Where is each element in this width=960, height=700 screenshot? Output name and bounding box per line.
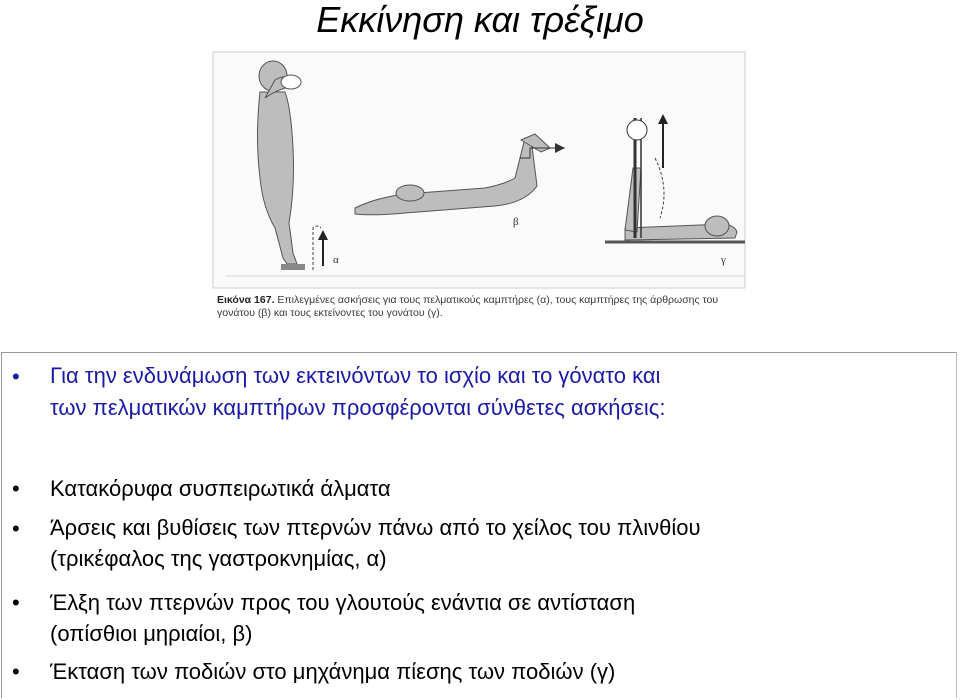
list-item-1-line-1: Κατακόρυφα συσπειρωτικά άλματα — [50, 476, 391, 501]
intro-line-1: Για την ενδυνάμωση των εκτεινόντων το ισχίο και το γόνατο και — [50, 363, 661, 388]
list-item-2-line-2: (τρικέφαλος της γαστροκνημίας, α) — [50, 546, 387, 571]
figure-label-b: β — [513, 216, 519, 228]
intro-line-2: των πελματικών καμπτήρων προσφέρονται σύνθετες ασκήσεις: — [50, 395, 666, 420]
bullet-item-2: • — [12, 516, 20, 541]
list-item-3-line-2: (οπίσθιοι μηριαίοι, β) — [50, 621, 253, 646]
bullet-item-4: • — [12, 659, 20, 684]
figure-label-a: α — [333, 254, 339, 266]
exercise-illustration — [205, 48, 755, 328]
bullet-intro: • — [12, 364, 20, 389]
figure-caption — [217, 294, 751, 320]
bullet-item-3: • — [12, 590, 20, 615]
list-item-4-line-1: Έκταση των ποδιών στο μηχάνημα πίεσης των ποδιών (γ) — [50, 659, 616, 684]
bullet-item-1: • — [12, 476, 20, 501]
figure-label-c: γ — [721, 254, 726, 266]
page-title: Εκκίνηση και τρέξιμο — [316, 0, 644, 40]
list-item-2-line-1: Άρσεις και βυθίσεις των πτερνών πάνω από το χείλος του πλινθίου — [50, 515, 701, 540]
figure-caption-label: Εικόνα 167. — [217, 294, 275, 306]
list-item-3-line-1: Έλξη των πτερνών προς του γλουτούς ενάντια σε αντίσταση — [50, 590, 636, 615]
exercise-figure — [205, 48, 755, 328]
figure-caption-text: Επιλεγμένες ασκήσεις για τους πελματικούς καμπτήρες (α), τους καμπτήρες της άρθρωσης του γονάτου (β) και τους εκτείνοντες του γονάτου (γ). — [217, 294, 719, 319]
